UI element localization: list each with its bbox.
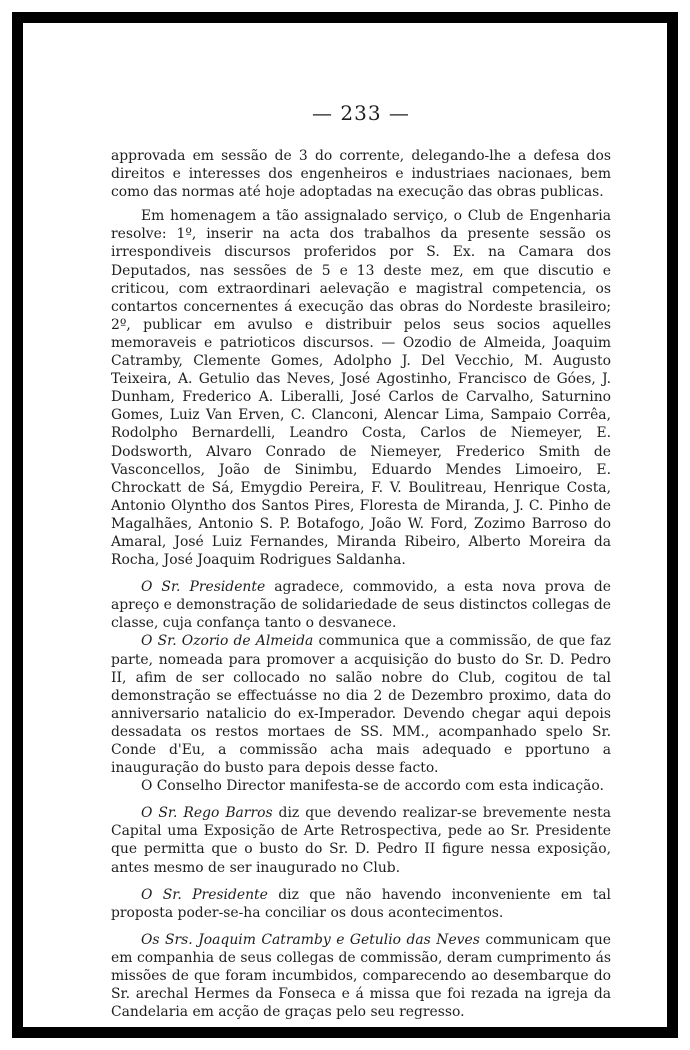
paragraph-8 (111, 931, 611, 1021)
speaker-name: Os Srs. Joaquim Catramby e Getulio das Neves (141, 931, 480, 948)
paragraph-text: diz que devendo realizar-se brevemente nesta Capital uma Exposição de Arte Retrospectiva, pede ao Sr. Presidente que permitta que o busto do Sr. D. Pedro II figure nessa exposição, antes mesmo de ser inaugurado no Club. (111, 805, 611, 876)
paragraph-text: O Conselho Director manifesta-se de accordo com esta indicação. (141, 778, 604, 795)
paragraph-text: diz que não havendo inconveniente em tal proposta poder-se-ha conciliar os dous acontecimentos. (111, 886, 611, 921)
paragraph-text: communica que a commissão, de que faz parte, nomeada para promover a acquisição do busto do Sr. D. Pedro II, afim de ser collocado no salão nobre do Club, cogitou de tal demonstração se effectuásse no dia 2 de Dezembro proximo, data do anniversario natalicio do ex-Imperador. Devendo chegar aqui depois dessadata os restos mortaes de SS. MM., acompanhado spelo Sr. Conde d'Eu, a commissão acha mais adequado e pportuno a inauguração do busto para depois desse facto. (111, 633, 611, 777)
paragraph-6 (111, 804, 611, 876)
paragraph-7 (111, 886, 611, 922)
paragraph-text: agradece, commovido, a esta nova prova de apreço e demonstração de solidariedade de seus distinctos collegas de classe, cuja confança tanto o desvanece. (111, 579, 611, 632)
paragraph-5 (111, 777, 611, 795)
page-number: — 233 — (312, 101, 410, 125)
speaker-name: O Sr. Ozorio de Almeida (141, 633, 314, 650)
speaker-name: O Sr. Presidente (141, 886, 268, 903)
paragraph-2 (111, 207, 611, 569)
page-border (12, 12, 678, 1038)
paragraph-text: approvada em sessão de 3 do corrente, delegando-lhe a defesa dos direitos e interesses dos engenheiros e industriaes nacionaes, bem como das normas até hoje adoptadas na execução das obras publicas. (111, 148, 611, 201)
speaker-name: O Sr. Presidente (141, 579, 266, 596)
paragraph-text: communicam que em companhia de seus collegas de commissão, deram cumprimento ás missões de que foram incumbidos, comparecendo ao desembarque do Sr. arechal Hermes da Fonseca e á missa que foi rezada na igreja da Candelaria em acção de graças pelo seu regresso. (111, 931, 611, 1021)
speaker-name: O Sr. Rego Barros (141, 805, 273, 822)
paragraph-3 (111, 578, 611, 632)
paragraph-text: Em homenagem a tão assignalado serviço, o Club de Engenharia resolve: 1º, inserir na acta dos trabalhos da presente sessão os irrespondiveis discursos proferidos por S. Ex. na Camara dos Deputados, nas sessões de 5 e 13 deste mez, em que discutio e criticou, com extraordinari aelevação e magistral competencia, os contartos concernentes á execução das obras do Nordeste brasileiro; 2º, publicar em avulso e distribuir pelos seus socios aquelles memoraveis e patrioticos discursos. — Ozodio de Almeida, Joaquim Catramby, Clemente Gomes, Adolpho J. Del Vecchio, M. Augusto Teixeira, A. Getulio das Neves, José Agostinho, Francisco de Góes, J. Dunham, Frederico A. Liberalli, José Carlos de Carvalho, Saturnino Gomes, Luiz Van Erven, C. Clanconi, Alencar Lima, Sampaio Corrêa, Rodolpho Bernardelli, Leandro Costa, Carlos de Niemeyer, E. Dodsworth, Alvaro Conrado de Niemeyer, Frederico Smith de Vasconcellos, João de Sinimbu, Eduardo Mendes Limoeiro, E. Chrockatt de Sá, Emygdio Pereira, F. V. Boulitreau, Henrique Costa, Antonio Olyntho dos Santos Pires, Floresta de Miranda, J. C. Pinho de Magalhães, Antonio S. P. Botafogo, João W. Ford, Zozimo Barroso do Amaral, José Luiz Fernandes, Miranda Ribeiro, Alberto Moreira da Rocha, José Joaquim Rodrigues Saldanha. (111, 208, 611, 569)
paragraph-1 (111, 147, 611, 201)
document-page (111, 83, 611, 1021)
paragraph-4 (111, 632, 611, 777)
